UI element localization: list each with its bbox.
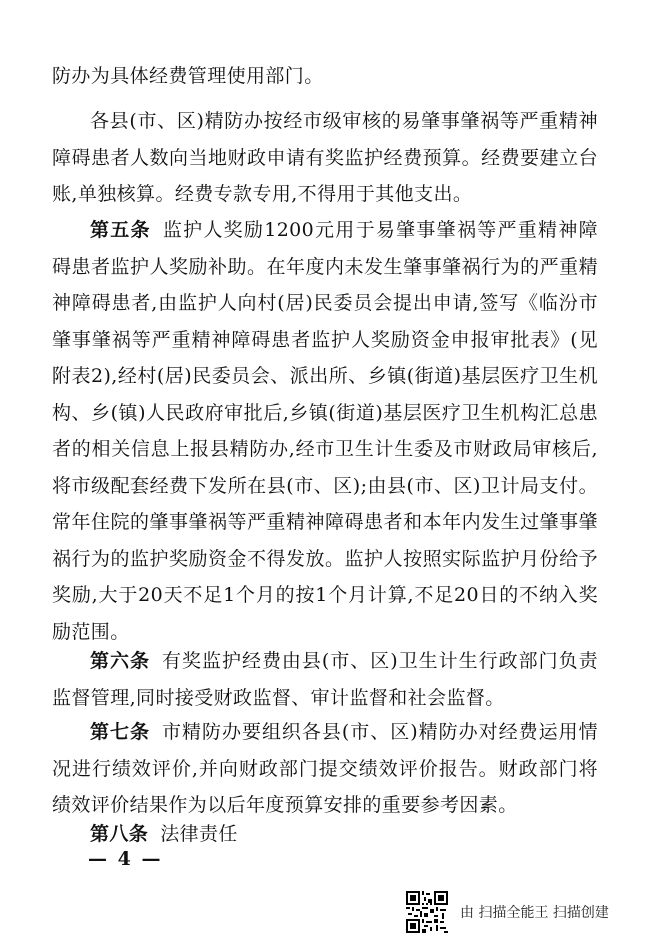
- article-text: 有奖监护经费由县(市、区)卫生计生行政部门负责监督管理,同时接受财政监督、审计监督和社会监督。: [52, 650, 599, 709]
- paragraph-text: 各县(市、区)精防办按经市级审核的易肇事肇祸等严重精神障碍患者人数向当地财政申请有奖监护经费预算。经费要建立台账,单独核算。经费专款专用,不得用于其他支出。: [52, 110, 598, 205]
- article-text: 市精防办要组织各县(市、区)精防办对经费运用情况进行绩效评价,并向财政部门提交绩效评价报告。财政部门将绩效评价结果作为以后年度预算安排的重要参考因素。: [52, 721, 599, 816]
- qr-code-icon: [406, 891, 448, 933]
- article-heading: 第七条: [90, 721, 150, 743]
- paragraph-text: 防办为具体经费管理使用部门。: [52, 65, 324, 87]
- article-5: [52, 212, 598, 650]
- scanner-watermark: [406, 890, 609, 934]
- paragraph-continuation: [52, 58, 598, 95]
- article-heading: 第八条: [90, 823, 149, 845]
- article-heading: 第六条: [90, 650, 150, 672]
- page-number: — 4 —: [88, 848, 163, 870]
- article-7: [52, 714, 598, 824]
- watermark-text: 由 扫描全能王 扫描创建: [460, 905, 609, 921]
- article-6: [52, 643, 598, 716]
- article-text: 法律责任: [160, 823, 238, 845]
- article-heading: 第五条: [90, 219, 151, 241]
- article-text: 监护人奖励1200元用于易肇事肇祸等严重精神障碍患者监护人奖励补助。在年度内未发生肇事肇祸行为的严重精神障碍患者,由监护人向村(居)民委员会提出申请,签写《临汾市肇事肇祸等严重精神障碍患者监护人奖励资金申报审批表》(见附表2),经村(居)民委员会、派出所、乡镇(街道)基层医疗卫生机构、乡(镇)人民政府审批后,乡镇(街道)基层医疗卫生机构汇总患者的相关信息上报县精防办,经市卫生计生委及市财政局审核后,将市级配套经费下发所在县(市、区);由县(市、区)卫计局支付。常年住院的肇事肇祸等严重精神障碍患者和本年内发生过肇事肇祸行为的监护奖励资金不得发放。监护人按照实际监护月份给予奖励,大于20天不足1个月的按1个月计算,不足20日的不纳入奖励范围。: [52, 219, 598, 643]
- paragraph-budget: [52, 103, 598, 213]
